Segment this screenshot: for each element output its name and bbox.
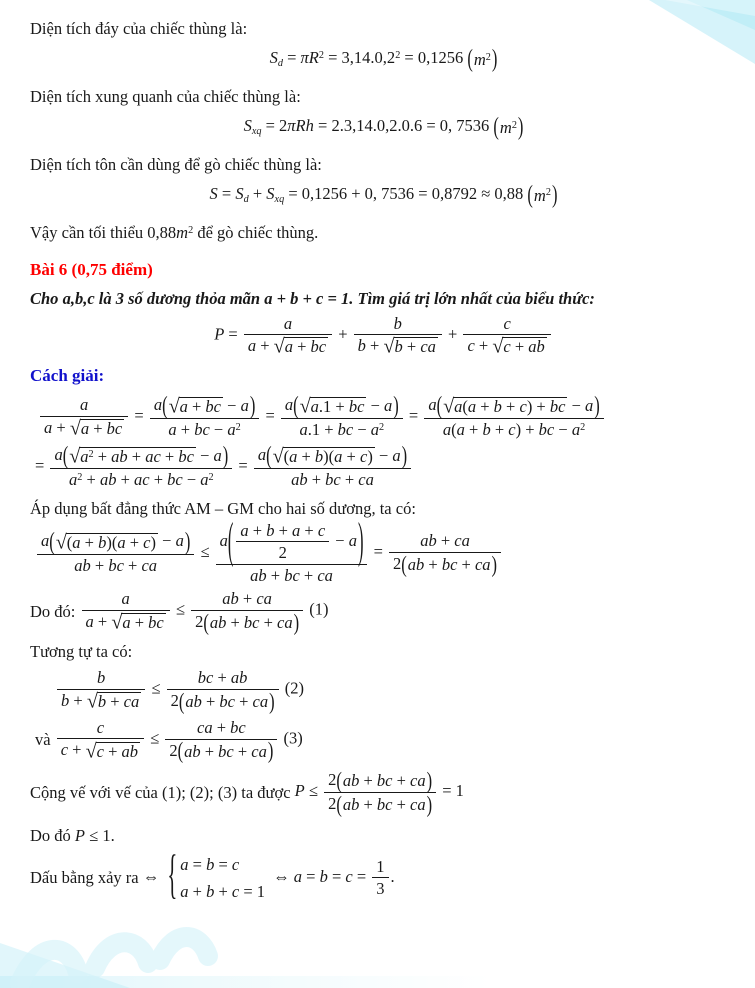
- math-segment: c c + √ c + ab ≤ ca + bc 2 ( ab + bc + ca ) (3): [55, 718, 303, 762]
- line-similarly: [30, 641, 737, 662]
- text-segment: Bài 6 (0,75 điểm): [30, 259, 153, 279]
- math-segment: ⇔ { a = b = c a + b + c = 1 ⇔ a = b = c = $\frac{1}{3}$ .: [142, 848, 395, 906]
- math-segment: $0,88m^2$: [147, 222, 194, 242]
- math-segment: a ( √ (a + b)(a + c) − a ) ab + bc + ca ≤ a ( $\frac{a + b + a + c}{2}$ − a ) ab + bc + ca = ab + ca 2 ( ab + bc + ca ): [35, 521, 503, 585]
- formula-area-total: [30, 179, 737, 209]
- math-segment: b b + √ b + ca ≤ bc + ab 2 ( ab + bc + ca ) (2): [55, 668, 304, 712]
- math-segment: $S_{xq} = 2\pi Rh = 2.3,14.0,2.0.6 = 0$, 7536 ( $m^2$ ): [243, 111, 524, 141]
- line-am-gm-label: [30, 498, 737, 519]
- formula-am-gm: [30, 511, 737, 585]
- text-segment: Vậy cần tối thiểu: [30, 222, 148, 242]
- text-segment: Cộng vế với vế của (1); (2); (3) ta được: [30, 782, 295, 802]
- math-segment: P ≤ 2 ( ab + bc + ca ) 2 ( ab + bc + ca ) = 1: [294, 766, 464, 817]
- line-equality-condition: [30, 848, 737, 906]
- text-segment: Diện tích đáy của chiếc thùng là:: [30, 19, 248, 38]
- line-sum-inequalities: [30, 766, 737, 817]
- formula-derivation-1: [30, 390, 737, 440]
- math-segment: a a + √ a + bc ≤ ab + ca 2 ( ab + bc + ca ) (1): [80, 589, 329, 633]
- text-segment: Cách giải:: [30, 366, 105, 386]
- math-segment: $S = S_d + S_{xq} = 0,1256 + 0$, 7536 = 0,8792 ≈ 0,88 ( $m^2$ ): [209, 179, 558, 209]
- math-segment: $S_d = \pi R^2 = 3,14.0,2^2 = 0,1256$ ( $m^2$ ): [269, 43, 498, 73]
- text-segment: Dấu bằng xảy ra: [30, 868, 143, 888]
- formula-bound-3: [30, 718, 737, 762]
- line-area-lateral-label: [30, 86, 737, 107]
- math-segment: P ≤ 1.: [74, 825, 115, 845]
- formula-P-definition: [30, 314, 737, 358]
- line-problem-statement: [30, 288, 737, 309]
- math-segment: a,b,c: [62, 289, 95, 309]
- formula-bound-2: [30, 668, 737, 715]
- math-segment: = a ( √ $a^2$ + ab + ac + bc − a ) $a^2$ + ab + ac + bc − $a^2$ = a ( √ (a + b)(a + c) − a ) ab + bc + ca: [35, 445, 413, 489]
- text-segment: Cho: [30, 289, 63, 309]
- formula-area-lateral: [30, 111, 737, 141]
- line-area-base-label: [30, 18, 737, 39]
- text-segment: Áp dụng bất đẳng thức AM – GM cho hai số dương, ta có:: [30, 498, 416, 518]
- text-segment: để gò chiếc thùng.: [193, 222, 319, 242]
- text-segment: Tương tự ta có:: [30, 642, 133, 662]
- math-segment: P = a a + √ a + bc + b b + √ b + ca + c c + √ c + ab: [214, 314, 553, 358]
- text-segment: . Tìm giá trị lớn nhất của biểu thức:: [349, 289, 595, 309]
- text-segment: Do đó:: [30, 601, 80, 621]
- heading-problem-6: [30, 259, 737, 281]
- heading-solution: [30, 365, 737, 387]
- text-segment: là 3 số dương thỏa mãn: [94, 289, 265, 309]
- math-segment: a + b + c = 1: [264, 289, 350, 309]
- line-conclusion-area: [30, 222, 737, 243]
- line-p-le-1: [30, 825, 737, 846]
- text-segment: Do đó: [30, 825, 75, 845]
- text-segment: Diện tích xung quanh của chiếc thùng là:: [30, 86, 301, 106]
- math-segment: a a + √ a + bc = a ( √ a + bc − a ) a + bc − $a^2$ = a ( √ a.1 + bc − a ) a.1 + bc − $a^2$ = a ( √ a(a + b + c) + bc − a ) a(a + b + c) + bc − $a^2$: [38, 395, 606, 439]
- text-segment: và: [35, 730, 55, 750]
- text-segment: Diện tích tôn cần dùng để gò chiếc thùng là:: [30, 154, 322, 174]
- formula-derivation-2: [30, 441, 737, 490]
- line-area-total-label: [30, 154, 737, 175]
- formula-bound-1: [30, 589, 737, 636]
- formula-area-base: [30, 43, 737, 73]
